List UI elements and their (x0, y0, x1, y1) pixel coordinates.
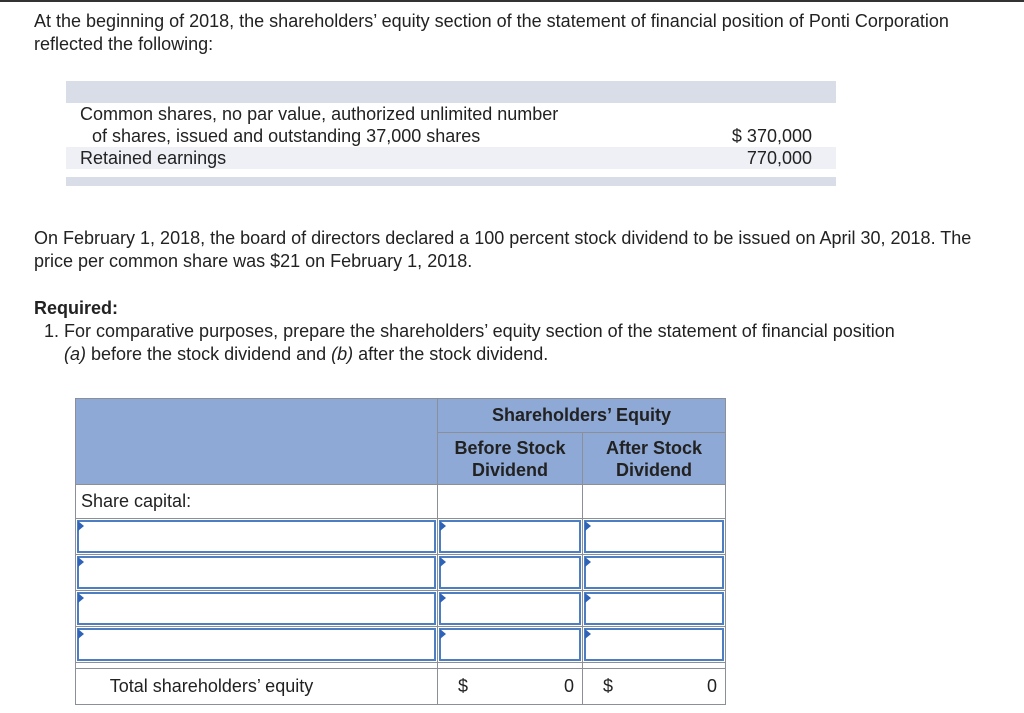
dropdown-arrow-icon (78, 629, 84, 639)
total-after-dollar: $ (603, 676, 614, 696)
input-row-1-label[interactable] (76, 519, 438, 555)
input-row-3-before[interactable] (438, 591, 583, 627)
given-table-header-band (66, 81, 836, 103)
answer-header-row-1 (76, 399, 726, 433)
input-row-3-after[interactable] (583, 591, 726, 627)
given-table-footer-band (66, 177, 836, 186)
dividend-info-text: On February 1, 2018, the board of directors declared a 100 percent stock dividend to be issued on April 30, 2018. The price per common share was $21 on February 1, 2018. (34, 228, 972, 271)
input-row-1 (76, 519, 726, 555)
shareholders-equity-header: Shareholders’ Equity (438, 399, 726, 433)
input-row-4 (76, 627, 726, 663)
common-shares-label-line1: Common shares, no par value, authorized unlimited number (80, 104, 559, 124)
dropdown-arrow-icon (440, 629, 446, 639)
dropdown-arrow-icon (585, 557, 591, 567)
input-row-2-after[interactable] (583, 555, 726, 591)
after-stock-dividend-header: After Stock Dividend (583, 433, 726, 485)
total-shareholders-equity-label: Total shareholders’ equity (76, 669, 438, 705)
dropdown-arrow-icon (585, 593, 591, 603)
total-after-cell (583, 669, 726, 705)
part-b-label: (b) (331, 344, 354, 364)
common-shares-amount: $ 370,000 (731, 126, 812, 146)
total-after-value: 0 (706, 676, 717, 696)
common-shares-label-line2: of shares, issued and outstanding 37,000 shares (92, 126, 481, 146)
share-capital-label: Share capital: (76, 485, 438, 519)
required-heading: Required: (34, 298, 119, 318)
answer-header-blank (76, 399, 438, 485)
total-before-value: 0 (563, 676, 574, 696)
dropdown-arrow-icon (440, 593, 446, 603)
input-row-2 (76, 555, 726, 591)
retained-earnings-label: Retained earnings (80, 148, 227, 168)
answer-equity-table (75, 398, 726, 705)
required-item-1-line1: 1. For comparative purposes, prepare the shareholders’ equity section of the statement of financial position (44, 321, 895, 341)
dropdown-arrow-icon (440, 557, 446, 567)
required-item-1 (44, 320, 1004, 366)
share-capital-before-blank (438, 485, 583, 519)
input-row-1-after[interactable] (583, 519, 726, 555)
required-item-1-mid: before the stock dividend and (86, 344, 332, 364)
top-border (0, 0, 1024, 2)
input-row-4-after[interactable] (583, 627, 726, 663)
dropdown-arrow-icon (440, 521, 446, 531)
before-stock-dividend-header: Before Stock Dividend (438, 433, 583, 485)
dropdown-arrow-icon (585, 629, 591, 639)
input-row-2-label[interactable] (76, 555, 438, 591)
input-row-1-before[interactable] (438, 519, 583, 555)
required-item-1-line2 (44, 343, 1004, 366)
required-item-1-end: after the stock dividend. (353, 344, 549, 364)
share-capital-after-blank (583, 485, 726, 519)
given-row-retained-earnings (66, 147, 836, 169)
total-before-cell (438, 669, 583, 705)
dropdown-arrow-icon (78, 557, 84, 567)
input-row-2-before[interactable] (438, 555, 583, 591)
dropdown-arrow-icon (78, 521, 84, 531)
input-row-3-label[interactable] (76, 591, 438, 627)
input-row-4-label[interactable] (76, 627, 438, 663)
retained-earnings-amount: 770,000 (746, 148, 812, 168)
dropdown-arrow-icon (78, 593, 84, 603)
given-row-common-shares (66, 103, 836, 147)
share-capital-row (76, 485, 726, 519)
total-row (76, 669, 726, 705)
given-equity-table (66, 81, 836, 186)
dropdown-arrow-icon (585, 521, 591, 531)
intro-text: At the beginning of 2018, the shareholders’ equity section of the statement of financial position of Ponti Corporation reflected the following: (34, 11, 949, 54)
input-row-4-before[interactable] (438, 627, 583, 663)
total-before-dollar: $ (458, 676, 469, 696)
input-row-3 (76, 591, 726, 627)
part-a-label: (a) (64, 344, 86, 364)
